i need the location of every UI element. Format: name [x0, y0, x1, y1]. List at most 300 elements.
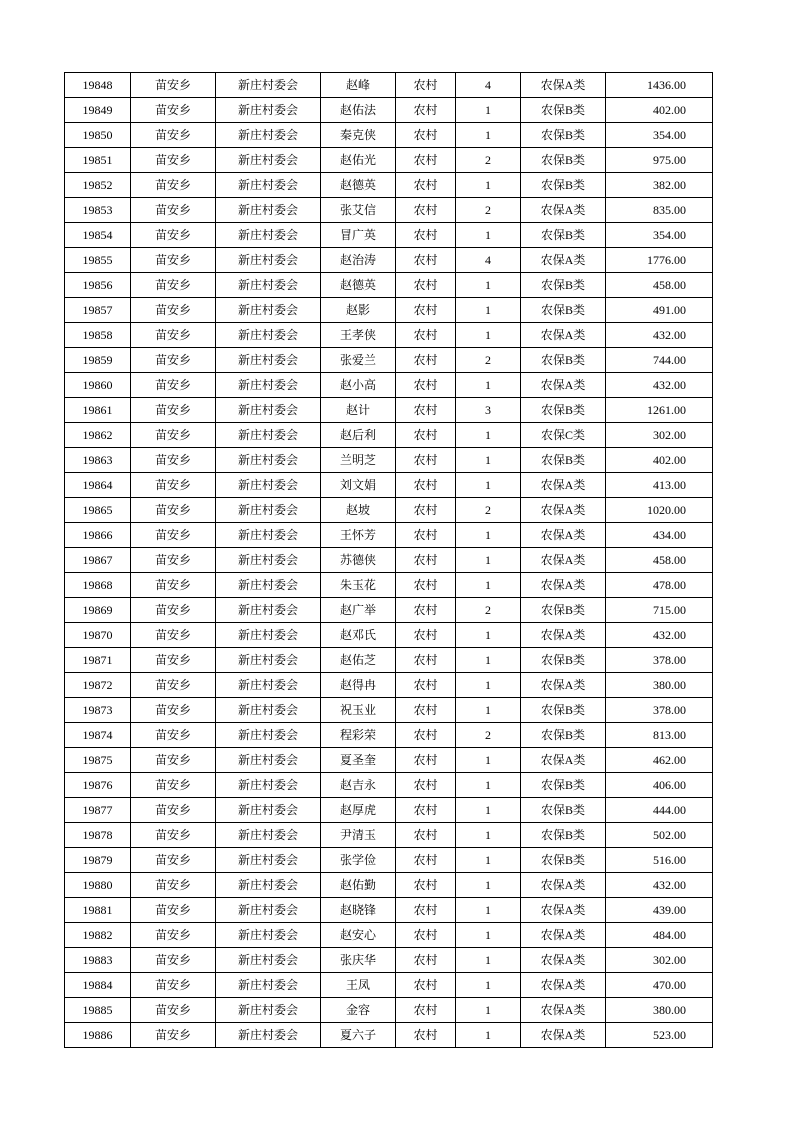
person-name-cell: 朱玉花 — [321, 573, 396, 598]
residence-cell: 农村 — [396, 423, 456, 448]
count-cell: 1 — [456, 548, 521, 573]
table-row — [65, 423, 713, 448]
residence-cell: 农村 — [396, 998, 456, 1023]
amount-cell: 439.00 — [606, 898, 713, 923]
village-cell: 新庄村委会 — [216, 198, 321, 223]
village-cell: 新庄村委会 — [216, 998, 321, 1023]
category-cell: 农保A类 — [521, 323, 606, 348]
township-cell: 苗安乡 — [131, 623, 216, 648]
category-cell: 农保A类 — [521, 498, 606, 523]
category-cell: 农保A类 — [521, 73, 606, 98]
category-cell: 农保A类 — [521, 873, 606, 898]
amount-cell: 484.00 — [606, 923, 713, 948]
village-cell: 新庄村委会 — [216, 298, 321, 323]
residence-cell: 农村 — [396, 898, 456, 923]
category-cell: 农保B类 — [521, 298, 606, 323]
residence-cell: 农村 — [396, 273, 456, 298]
township-cell: 苗安乡 — [131, 573, 216, 598]
person-name-cell: 王孝侠 — [321, 323, 396, 348]
village-cell: 新庄村委会 — [216, 148, 321, 173]
township-cell: 苗安乡 — [131, 873, 216, 898]
residence-cell: 农村 — [396, 198, 456, 223]
person-name-cell: 赵峰 — [321, 73, 396, 98]
residence-cell: 农村 — [396, 948, 456, 973]
id-cell: 19861 — [65, 398, 131, 423]
amount-cell: 380.00 — [606, 998, 713, 1023]
count-cell: 1 — [456, 898, 521, 923]
residence-cell: 农村 — [396, 348, 456, 373]
table-row — [65, 448, 713, 473]
person-name-cell: 程彩荣 — [321, 723, 396, 748]
table-row — [65, 223, 713, 248]
amount-cell: 302.00 — [606, 948, 713, 973]
category-cell: 农保B类 — [521, 98, 606, 123]
township-cell: 苗安乡 — [131, 973, 216, 998]
township-cell: 苗安乡 — [131, 98, 216, 123]
id-cell: 19879 — [65, 848, 131, 873]
id-cell: 19884 — [65, 973, 131, 998]
category-cell: 农保A类 — [521, 473, 606, 498]
count-cell: 1 — [456, 948, 521, 973]
village-cell: 新庄村委会 — [216, 523, 321, 548]
count-cell: 3 — [456, 398, 521, 423]
township-cell: 苗安乡 — [131, 848, 216, 873]
table-row — [65, 648, 713, 673]
township-cell: 苗安乡 — [131, 948, 216, 973]
id-cell: 19862 — [65, 423, 131, 448]
residence-cell: 农村 — [396, 873, 456, 898]
id-cell: 19885 — [65, 998, 131, 1023]
village-cell: 新庄村委会 — [216, 773, 321, 798]
village-cell: 新庄村委会 — [216, 348, 321, 373]
category-cell: 农保B类 — [521, 348, 606, 373]
township-cell: 苗安乡 — [131, 898, 216, 923]
township-cell: 苗安乡 — [131, 223, 216, 248]
id-cell: 19848 — [65, 73, 131, 98]
amount-cell: 444.00 — [606, 798, 713, 823]
person-name-cell: 秦克侠 — [321, 123, 396, 148]
table-body — [65, 73, 713, 1048]
category-cell: 农保A类 — [521, 573, 606, 598]
village-cell: 新庄村委会 — [216, 98, 321, 123]
category-cell: 农保A类 — [521, 548, 606, 573]
count-cell: 1 — [456, 698, 521, 723]
amount-cell: 378.00 — [606, 648, 713, 673]
amount-cell: 523.00 — [606, 1023, 713, 1048]
residence-cell: 农村 — [396, 823, 456, 848]
village-cell: 新庄村委会 — [216, 273, 321, 298]
table-row — [65, 748, 713, 773]
table-row — [65, 948, 713, 973]
count-cell: 1 — [456, 273, 521, 298]
amount-cell: 744.00 — [606, 348, 713, 373]
village-cell: 新庄村委会 — [216, 623, 321, 648]
table-row — [65, 673, 713, 698]
village-cell: 新庄村委会 — [216, 848, 321, 873]
table-row — [65, 73, 713, 98]
village-cell: 新庄村委会 — [216, 473, 321, 498]
person-name-cell: 赵佑芝 — [321, 648, 396, 673]
amount-cell: 432.00 — [606, 623, 713, 648]
id-cell: 19878 — [65, 823, 131, 848]
amount-cell: 715.00 — [606, 598, 713, 623]
amount-cell: 491.00 — [606, 298, 713, 323]
category-cell: 农保B类 — [521, 848, 606, 873]
village-cell: 新庄村委会 — [216, 673, 321, 698]
table-row — [65, 173, 713, 198]
residence-cell: 农村 — [396, 398, 456, 423]
category-cell: 农保A类 — [521, 373, 606, 398]
id-cell: 19870 — [65, 623, 131, 648]
township-cell: 苗安乡 — [131, 523, 216, 548]
person-name-cell: 兰明芝 — [321, 448, 396, 473]
amount-cell: 354.00 — [606, 223, 713, 248]
village-cell: 新庄村委会 — [216, 123, 321, 148]
amount-cell: 478.00 — [606, 573, 713, 598]
amount-cell: 302.00 — [606, 423, 713, 448]
person-name-cell: 祝玉业 — [321, 698, 396, 723]
amount-cell: 432.00 — [606, 373, 713, 398]
township-cell: 苗安乡 — [131, 598, 216, 623]
table-row — [65, 898, 713, 923]
person-name-cell: 金容 — [321, 998, 396, 1023]
residence-cell: 农村 — [396, 248, 456, 273]
category-cell: 农保A类 — [521, 198, 606, 223]
township-cell: 苗安乡 — [131, 798, 216, 823]
id-cell: 19876 — [65, 773, 131, 798]
village-cell: 新庄村委会 — [216, 73, 321, 98]
residence-cell: 农村 — [396, 848, 456, 873]
table-row — [65, 298, 713, 323]
village-cell: 新庄村委会 — [216, 573, 321, 598]
residence-cell: 农村 — [396, 1023, 456, 1048]
residence-cell: 农村 — [396, 523, 456, 548]
person-name-cell: 赵后利 — [321, 423, 396, 448]
count-cell: 1 — [456, 773, 521, 798]
village-cell: 新庄村委会 — [216, 498, 321, 523]
township-cell: 苗安乡 — [131, 1023, 216, 1048]
residence-cell: 农村 — [396, 98, 456, 123]
count-cell: 1 — [456, 323, 521, 348]
id-cell: 19850 — [65, 123, 131, 148]
person-name-cell: 王凤 — [321, 973, 396, 998]
count-cell: 1 — [456, 473, 521, 498]
category-cell: 农保B类 — [521, 773, 606, 798]
id-cell: 19869 — [65, 598, 131, 623]
village-cell: 新庄村委会 — [216, 548, 321, 573]
count-cell: 1 — [456, 373, 521, 398]
id-cell: 19865 — [65, 498, 131, 523]
amount-cell: 432.00 — [606, 323, 713, 348]
id-cell: 19854 — [65, 223, 131, 248]
township-cell: 苗安乡 — [131, 698, 216, 723]
records-table — [64, 72, 713, 1048]
id-cell: 19880 — [65, 873, 131, 898]
table-row — [65, 598, 713, 623]
amount-cell: 1020.00 — [606, 498, 713, 523]
residence-cell: 农村 — [396, 323, 456, 348]
id-cell: 19857 — [65, 298, 131, 323]
person-name-cell: 赵安心 — [321, 923, 396, 948]
count-cell: 4 — [456, 73, 521, 98]
category-cell: 农保A类 — [521, 998, 606, 1023]
township-cell: 苗安乡 — [131, 723, 216, 748]
table-row — [65, 198, 713, 223]
id-cell: 19864 — [65, 473, 131, 498]
person-name-cell: 夏六子 — [321, 1023, 396, 1048]
table-row — [65, 248, 713, 273]
residence-cell: 农村 — [396, 623, 456, 648]
amount-cell: 813.00 — [606, 723, 713, 748]
id-cell: 19868 — [65, 573, 131, 598]
person-name-cell: 苏德侠 — [321, 548, 396, 573]
table-row — [65, 98, 713, 123]
table-row — [65, 473, 713, 498]
count-cell: 1 — [456, 798, 521, 823]
village-cell: 新庄村委会 — [216, 323, 321, 348]
count-cell: 1 — [456, 123, 521, 148]
residence-cell: 农村 — [396, 648, 456, 673]
village-cell: 新庄村委会 — [216, 223, 321, 248]
village-cell: 新庄村委会 — [216, 873, 321, 898]
township-cell: 苗安乡 — [131, 173, 216, 198]
category-cell: 农保B类 — [521, 173, 606, 198]
residence-cell: 农村 — [396, 723, 456, 748]
person-name-cell: 赵坡 — [321, 498, 396, 523]
count-cell: 1 — [456, 98, 521, 123]
person-name-cell: 赵晓锋 — [321, 898, 396, 923]
table-row — [65, 973, 713, 998]
amount-cell: 470.00 — [606, 973, 713, 998]
category-cell: 农保B类 — [521, 223, 606, 248]
count-cell: 1 — [456, 173, 521, 198]
township-cell: 苗安乡 — [131, 273, 216, 298]
id-cell: 19883 — [65, 948, 131, 973]
category-cell: 农保A类 — [521, 923, 606, 948]
count-cell: 1 — [456, 923, 521, 948]
township-cell: 苗安乡 — [131, 748, 216, 773]
township-cell: 苗安乡 — [131, 398, 216, 423]
residence-cell: 农村 — [396, 173, 456, 198]
village-cell: 新庄村委会 — [216, 398, 321, 423]
count-cell: 1 — [456, 973, 521, 998]
person-name-cell: 夏圣奎 — [321, 748, 396, 773]
count-cell: 4 — [456, 248, 521, 273]
residence-cell: 农村 — [396, 798, 456, 823]
person-name-cell: 尹清玉 — [321, 823, 396, 848]
count-cell: 2 — [456, 148, 521, 173]
village-cell: 新庄村委会 — [216, 798, 321, 823]
category-cell: 农保A类 — [521, 748, 606, 773]
category-cell: 农保B类 — [521, 648, 606, 673]
amount-cell: 1436.00 — [606, 73, 713, 98]
person-name-cell: 赵治涛 — [321, 248, 396, 273]
count-cell: 1 — [456, 873, 521, 898]
village-cell: 新庄村委会 — [216, 598, 321, 623]
village-cell: 新庄村委会 — [216, 723, 321, 748]
id-cell: 19860 — [65, 373, 131, 398]
id-cell: 19863 — [65, 448, 131, 473]
amount-cell: 434.00 — [606, 523, 713, 548]
township-cell: 苗安乡 — [131, 323, 216, 348]
id-cell: 19859 — [65, 348, 131, 373]
residence-cell: 农村 — [396, 473, 456, 498]
category-cell: 农保A类 — [521, 623, 606, 648]
category-cell: 农保B类 — [521, 273, 606, 298]
table-row — [65, 323, 713, 348]
count-cell: 2 — [456, 498, 521, 523]
table-row — [65, 548, 713, 573]
count-cell: 1 — [456, 823, 521, 848]
residence-cell: 农村 — [396, 748, 456, 773]
amount-cell: 1776.00 — [606, 248, 713, 273]
village-cell: 新庄村委会 — [216, 748, 321, 773]
count-cell: 1 — [456, 748, 521, 773]
residence-cell: 农村 — [396, 148, 456, 173]
category-cell: 农保A类 — [521, 1023, 606, 1048]
person-name-cell: 赵影 — [321, 298, 396, 323]
person-name-cell: 赵佑光 — [321, 148, 396, 173]
village-cell: 新庄村委会 — [216, 248, 321, 273]
amount-cell: 378.00 — [606, 698, 713, 723]
table-row — [65, 798, 713, 823]
table-row — [65, 923, 713, 948]
count-cell: 1 — [456, 1023, 521, 1048]
township-cell: 苗安乡 — [131, 373, 216, 398]
village-cell: 新庄村委会 — [216, 648, 321, 673]
count-cell: 2 — [456, 348, 521, 373]
residence-cell: 农村 — [396, 548, 456, 573]
category-cell: 农保C类 — [521, 423, 606, 448]
person-name-cell: 赵厚虎 — [321, 798, 396, 823]
amount-cell: 380.00 — [606, 673, 713, 698]
id-cell: 19866 — [65, 523, 131, 548]
count-cell: 2 — [456, 198, 521, 223]
count-cell: 2 — [456, 598, 521, 623]
count-cell: 1 — [456, 223, 521, 248]
id-cell: 19872 — [65, 673, 131, 698]
township-cell: 苗安乡 — [131, 823, 216, 848]
person-name-cell: 张爱兰 — [321, 348, 396, 373]
count-cell: 1 — [456, 998, 521, 1023]
amount-cell: 413.00 — [606, 473, 713, 498]
amount-cell: 462.00 — [606, 748, 713, 773]
category-cell: 农保B类 — [521, 698, 606, 723]
village-cell: 新庄村委会 — [216, 173, 321, 198]
person-name-cell: 赵佑法 — [321, 98, 396, 123]
village-cell: 新庄村委会 — [216, 923, 321, 948]
table-row — [65, 623, 713, 648]
township-cell: 苗安乡 — [131, 198, 216, 223]
amount-cell: 502.00 — [606, 823, 713, 848]
township-cell: 苗安乡 — [131, 123, 216, 148]
person-name-cell: 王怀芳 — [321, 523, 396, 548]
category-cell: 农保A类 — [521, 948, 606, 973]
person-name-cell: 赵德英 — [321, 273, 396, 298]
village-cell: 新庄村委会 — [216, 1023, 321, 1048]
id-cell: 19849 — [65, 98, 131, 123]
person-name-cell: 赵吉永 — [321, 773, 396, 798]
category-cell: 农保B类 — [521, 723, 606, 748]
amount-cell: 458.00 — [606, 273, 713, 298]
count-cell: 1 — [456, 423, 521, 448]
id-cell: 19851 — [65, 148, 131, 173]
amount-cell: 406.00 — [606, 773, 713, 798]
person-name-cell: 赵德英 — [321, 173, 396, 198]
township-cell: 苗安乡 — [131, 448, 216, 473]
amount-cell: 432.00 — [606, 873, 713, 898]
count-cell: 1 — [456, 673, 521, 698]
table-sheet — [64, 72, 712, 1048]
id-cell: 19886 — [65, 1023, 131, 1048]
person-name-cell: 赵小高 — [321, 373, 396, 398]
residence-cell: 农村 — [396, 298, 456, 323]
table-row — [65, 848, 713, 873]
table-row — [65, 1023, 713, 1048]
village-cell: 新庄村委会 — [216, 698, 321, 723]
residence-cell: 农村 — [396, 698, 456, 723]
category-cell: 农保B类 — [521, 823, 606, 848]
residence-cell: 农村 — [396, 223, 456, 248]
person-name-cell: 赵邓氏 — [321, 623, 396, 648]
person-name-cell: 张艾信 — [321, 198, 396, 223]
township-cell: 苗安乡 — [131, 298, 216, 323]
residence-cell: 农村 — [396, 673, 456, 698]
residence-cell: 农村 — [396, 573, 456, 598]
person-name-cell: 冒广英 — [321, 223, 396, 248]
township-cell: 苗安乡 — [131, 673, 216, 698]
table-row — [65, 573, 713, 598]
person-name-cell: 刘文娟 — [321, 473, 396, 498]
township-cell: 苗安乡 — [131, 773, 216, 798]
table-row — [65, 273, 713, 298]
village-cell: 新庄村委会 — [216, 448, 321, 473]
id-cell: 19856 — [65, 273, 131, 298]
amount-cell: 458.00 — [606, 548, 713, 573]
person-name-cell: 张庆华 — [321, 948, 396, 973]
table-row — [65, 698, 713, 723]
amount-cell: 1261.00 — [606, 398, 713, 423]
amount-cell: 382.00 — [606, 173, 713, 198]
table-row — [65, 123, 713, 148]
township-cell: 苗安乡 — [131, 348, 216, 373]
village-cell: 新庄村委会 — [216, 423, 321, 448]
count-cell: 1 — [456, 523, 521, 548]
table-row — [65, 823, 713, 848]
table-row — [65, 523, 713, 548]
table-row — [65, 373, 713, 398]
table-row — [65, 398, 713, 423]
residence-cell: 农村 — [396, 73, 456, 98]
id-cell: 19852 — [65, 173, 131, 198]
table-row — [65, 498, 713, 523]
id-cell: 19882 — [65, 923, 131, 948]
count-cell: 1 — [456, 298, 521, 323]
category-cell: 农保B类 — [521, 398, 606, 423]
category-cell: 农保B类 — [521, 798, 606, 823]
id-cell: 19881 — [65, 898, 131, 923]
amount-cell: 402.00 — [606, 98, 713, 123]
amount-cell: 516.00 — [606, 848, 713, 873]
count-cell: 1 — [456, 648, 521, 673]
village-cell: 新庄村委会 — [216, 823, 321, 848]
id-cell: 19858 — [65, 323, 131, 348]
residence-cell: 农村 — [396, 448, 456, 473]
township-cell: 苗安乡 — [131, 923, 216, 948]
township-cell: 苗安乡 — [131, 998, 216, 1023]
village-cell: 新庄村委会 — [216, 973, 321, 998]
count-cell: 1 — [456, 448, 521, 473]
